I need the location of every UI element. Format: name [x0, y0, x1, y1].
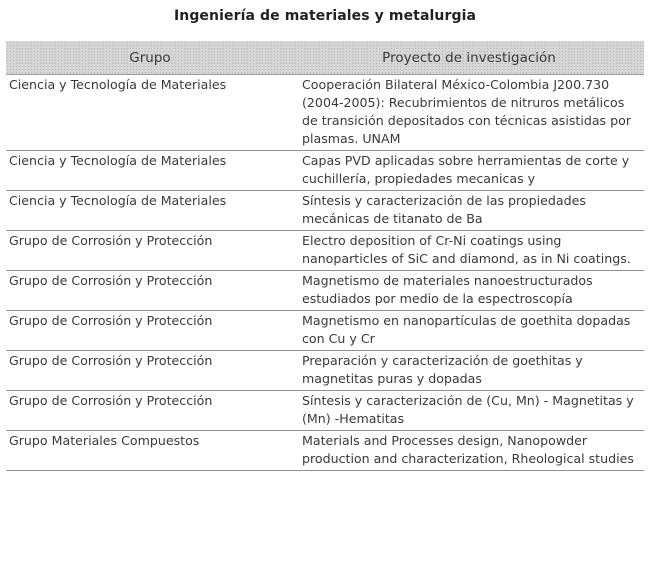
group-cell: Ciencia y Tecnología de Materiales — [6, 191, 294, 231]
column-header-grupo: Grupo — [6, 41, 294, 75]
table-row — [6, 151, 644, 191]
group-cell: Grupo Materiales Compuestos — [6, 431, 294, 471]
table-row — [6, 231, 644, 271]
projects-table — [6, 41, 644, 471]
project-cell: Magnetismo en nanopartículas de goethita dopadas con Cu y Cr — [294, 311, 644, 351]
column-header-proyecto: Proyecto de investigación — [294, 41, 644, 75]
table-row — [6, 351, 644, 391]
table-row — [6, 75, 644, 151]
project-cell: Electro deposition of Cr-Ni coatings using nanoparticles of SiC and diamond, as in Ni coatings. — [294, 231, 644, 271]
table-title: Ingeniería de materiales y metalurgia — [173, 8, 477, 24]
group-cell: Ciencia y Tecnología de Materiales — [6, 151, 294, 191]
table-row — [6, 431, 644, 471]
project-cell: Capas PVD aplicadas sobre herramientas de corte y cuchillería, propiedades mecanicas y — [294, 151, 644, 191]
table-row — [6, 311, 644, 351]
project-cell: Cooperación Bilateral México-Colombia J200.730 (2004-2005): Recubrimientos de nitruros metálicos de transición depositados con técnicas asistidas por plasmas. UNAM — [294, 75, 644, 151]
group-cell: Grupo de Corrosión y Protección — [6, 231, 294, 271]
group-cell: Grupo de Corrosión y Protección — [6, 351, 294, 391]
project-cell: Materials and Processes design, Nanopowder production and characterization, Rheological studies — [294, 431, 644, 471]
project-cell: Magnetismo de materiales nanoestructurados estudiados por medio de la espectroscopía — [294, 271, 644, 311]
group-cell: Grupo de Corrosión y Protección — [6, 311, 294, 351]
group-cell: Ciencia y Tecnología de Materiales — [6, 75, 294, 151]
table-row — [6, 271, 644, 311]
table-row — [6, 191, 644, 231]
group-cell: Grupo de Corrosión y Protección — [6, 271, 294, 311]
project-cell: Preparación y caracterización de goethitas y magnetitas puras y dopadas — [294, 351, 644, 391]
group-cell: Grupo de Corrosión y Protección — [6, 391, 294, 431]
project-cell: Síntesis y caracterización de (Cu, Mn) - Magnetitas y (Mn) -Hematitas — [294, 391, 644, 431]
project-cell: Síntesis y caracterización de las propiedades mecánicas de titanato de Ba — [294, 191, 644, 231]
table-row — [6, 391, 644, 431]
header-row — [6, 41, 644, 75]
